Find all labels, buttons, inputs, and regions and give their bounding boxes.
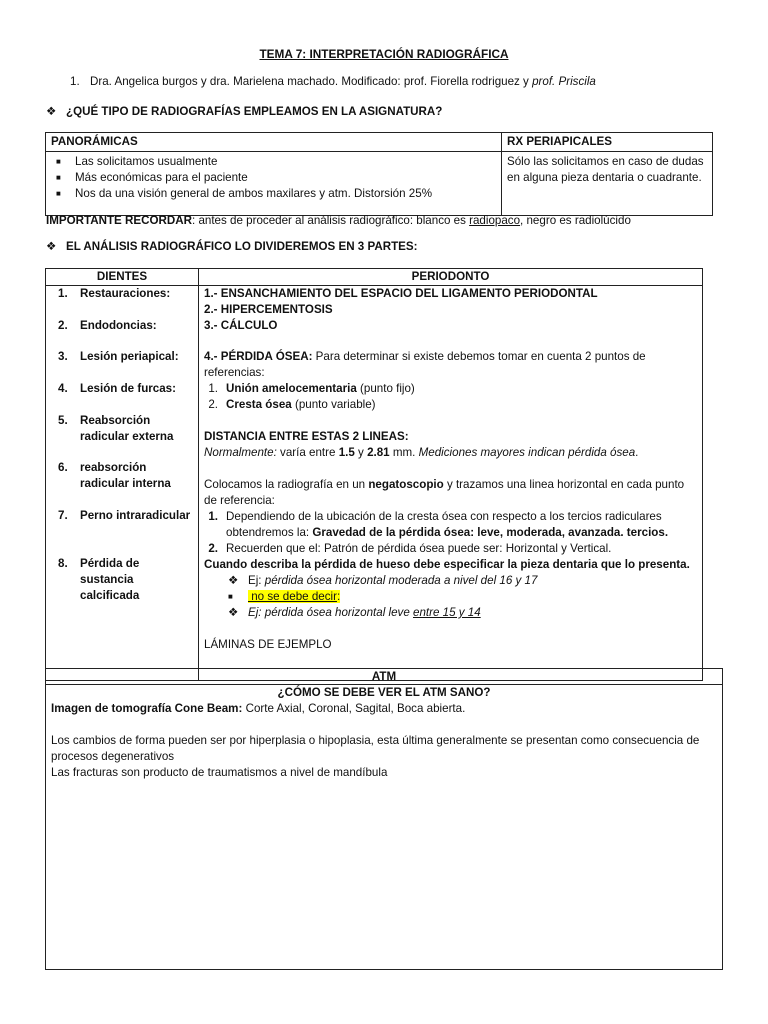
authors-text: Dra. Angelica burgos y dra. Marielena machado. Modificado: prof. Fiorella rodriguez y — [90, 75, 533, 88]
radiopaco-word: radiopaco — [469, 214, 521, 227]
periodonto-cell — [199, 286, 703, 681]
example-2: ❖ Ej: pérdida ósea horizontal leve entre 15 y 14 — [228, 606, 481, 619]
square-bullet-icon: ■ — [56, 189, 61, 198]
perio-item-3: 3.- CÁLCULO — [204, 319, 278, 332]
perio-item-4: 4.- PÉRDIDA ÓSEA: Para determinar si existe debemos tomar en cuenta 2 puntos de referencias: — [204, 350, 646, 379]
periapicales-cell: Sólo las solicitamos en caso de dudas en alguna pieza dentaria o cuadrante. — [502, 152, 713, 216]
page-title: TEMA 7: INTERPRETACIÓN RADIOGRÁFICA — [259, 47, 509, 61]
important-note — [46, 213, 631, 229]
important-text-end: , negro es radiolúcido — [520, 214, 631, 227]
header-periapicales: RX PERIAPICALES — [502, 133, 713, 152]
example-1: ❖ Ej: pérdida ósea horizontal moderada a nivel del 16 y 17 — [228, 574, 538, 587]
dientes-item: 5. Reabsorción radicular externa — [58, 414, 174, 443]
square-bullet-icon: ■ — [56, 173, 61, 182]
step-item: 2. Recuerden que el: Patrón de pérdida ósea puede ser: Horizontal y Vertical. — [208, 542, 612, 555]
warning-line: ■ no se debe decir: — [228, 590, 341, 603]
list-item — [51, 170, 496, 186]
diamond-bullet-icon: ❖ — [46, 105, 57, 118]
dientes-cell — [46, 286, 199, 681]
dientes-item: 8. Pérdida de sustancia calcificada — [58, 557, 140, 602]
atm-section — [45, 684, 723, 970]
square-bullet-icon: ■ — [228, 592, 233, 601]
cuando-text: Cuando describa la pérdida de hueso debe especificar la pieza dentaria que lo presenta. — [204, 558, 690, 571]
perio-item-1: 1.- ENSANCHAMIENTO DEL ESPACIO DEL LIGAMENTO PERIODONTAL — [204, 287, 598, 300]
reference-item: 2. Cresta ósea (punto variable) — [208, 398, 376, 411]
square-bullet-icon: ■ — [56, 157, 61, 166]
dientes-item: 6. reabsorción radicular interna — [58, 461, 171, 490]
important-label: IMPORTANTE RECORDAR — [46, 214, 192, 227]
atm-question: ¿CÓMO SE DEBE VER EL ATM SANO? — [277, 686, 491, 699]
negatoscopio-text: Colocamos la radiografía en un negatoscopio y trazamos una linea horizontal en cada punto de referencia: — [204, 478, 685, 507]
important-text: : antes de proceder al análisis radiográfico: blanco es — [192, 214, 470, 227]
step-item: 1. Dependiendo de la ubicación de la cresta ósea con respecto a los tercios radiculares obtendremos la: Gravedad de la pérdida ósea: leve, moderada, avanzada. tercios. — [208, 510, 669, 539]
section-question-1 — [46, 104, 442, 120]
atm-imagen: Imagen de tomografía Cone Beam: Corte Axial, Coronal, Sagital, Boca abierta. — [51, 702, 466, 715]
list-number: 1. — [70, 75, 80, 88]
panoramicas-cell — [46, 152, 502, 216]
atm-header: ATM — [45, 668, 723, 685]
authors-line — [70, 74, 730, 90]
authors-italic: prof. Priscila — [532, 75, 596, 88]
header-dientes: DIENTES — [46, 269, 199, 286]
analysis-table — [45, 268, 703, 681]
list-item — [51, 186, 496, 202]
question-2-text: EL ANÁLISIS RADIOGRÁFICO LO DIVIDEREMOS EN 3 PARTES: — [66, 240, 418, 253]
dientes-item: 3. Lesión periapical: — [58, 350, 179, 363]
dientes-item: 1. Restauraciones: — [58, 287, 171, 300]
reference-item: 1. Unión amelocementaria (punto fijo) — [208, 382, 415, 395]
list-item — [51, 154, 496, 170]
atm-cambios: Los cambios de forma pueden ser por hiperplasia o hipoplasia, esta última generalmente se presentan como consecuencia de procesos degenerativos — [51, 734, 700, 763]
header-panoramicas: PANORÁMICAS — [46, 133, 502, 152]
diamond-bullet-icon: ❖ — [228, 574, 239, 587]
question-1-text: ¿QUÉ TIPO DE RADIOGRAFÍAS EMPLEAMOS EN LA ASIGNATURA? — [66, 105, 443, 118]
list-item-text: Las solicitamos usualmente — [75, 155, 218, 168]
diamond-bullet-icon: ❖ — [46, 240, 57, 253]
dientes-item: 4. Lesión de furcas: — [58, 382, 176, 395]
section-question-2 — [46, 239, 418, 255]
list-item-text: Nos da una visión general de ambos maxilares y atm. Distorsión 25% — [75, 187, 433, 200]
perio-item-2: 2.- HIPERCEMENTOSIS — [204, 303, 333, 316]
list-item-text: Más económicas para el paciente — [75, 171, 248, 184]
dientes-item: 2. Endodoncias: — [58, 319, 157, 332]
header-periodonto: PERIODONTO — [199, 269, 703, 286]
normal-range: Normalmente: varía entre 1.5 y 2.81 mm. Mediciones mayores indican pérdida ósea. — [204, 446, 639, 459]
laminas-text: LÁMINAS DE EJEMPLO — [204, 638, 332, 651]
atm-fracturas: Las fracturas son producto de traumatismos a nivel de mandíbula — [51, 766, 388, 779]
diamond-bullet-icon: ❖ — [228, 606, 239, 619]
dientes-item: 7. Perno intraradicular — [58, 509, 191, 522]
radiography-types-table — [45, 132, 713, 216]
distance-title: DISTANCIA ENTRE ESTAS 2 LINEAS: — [204, 430, 409, 443]
